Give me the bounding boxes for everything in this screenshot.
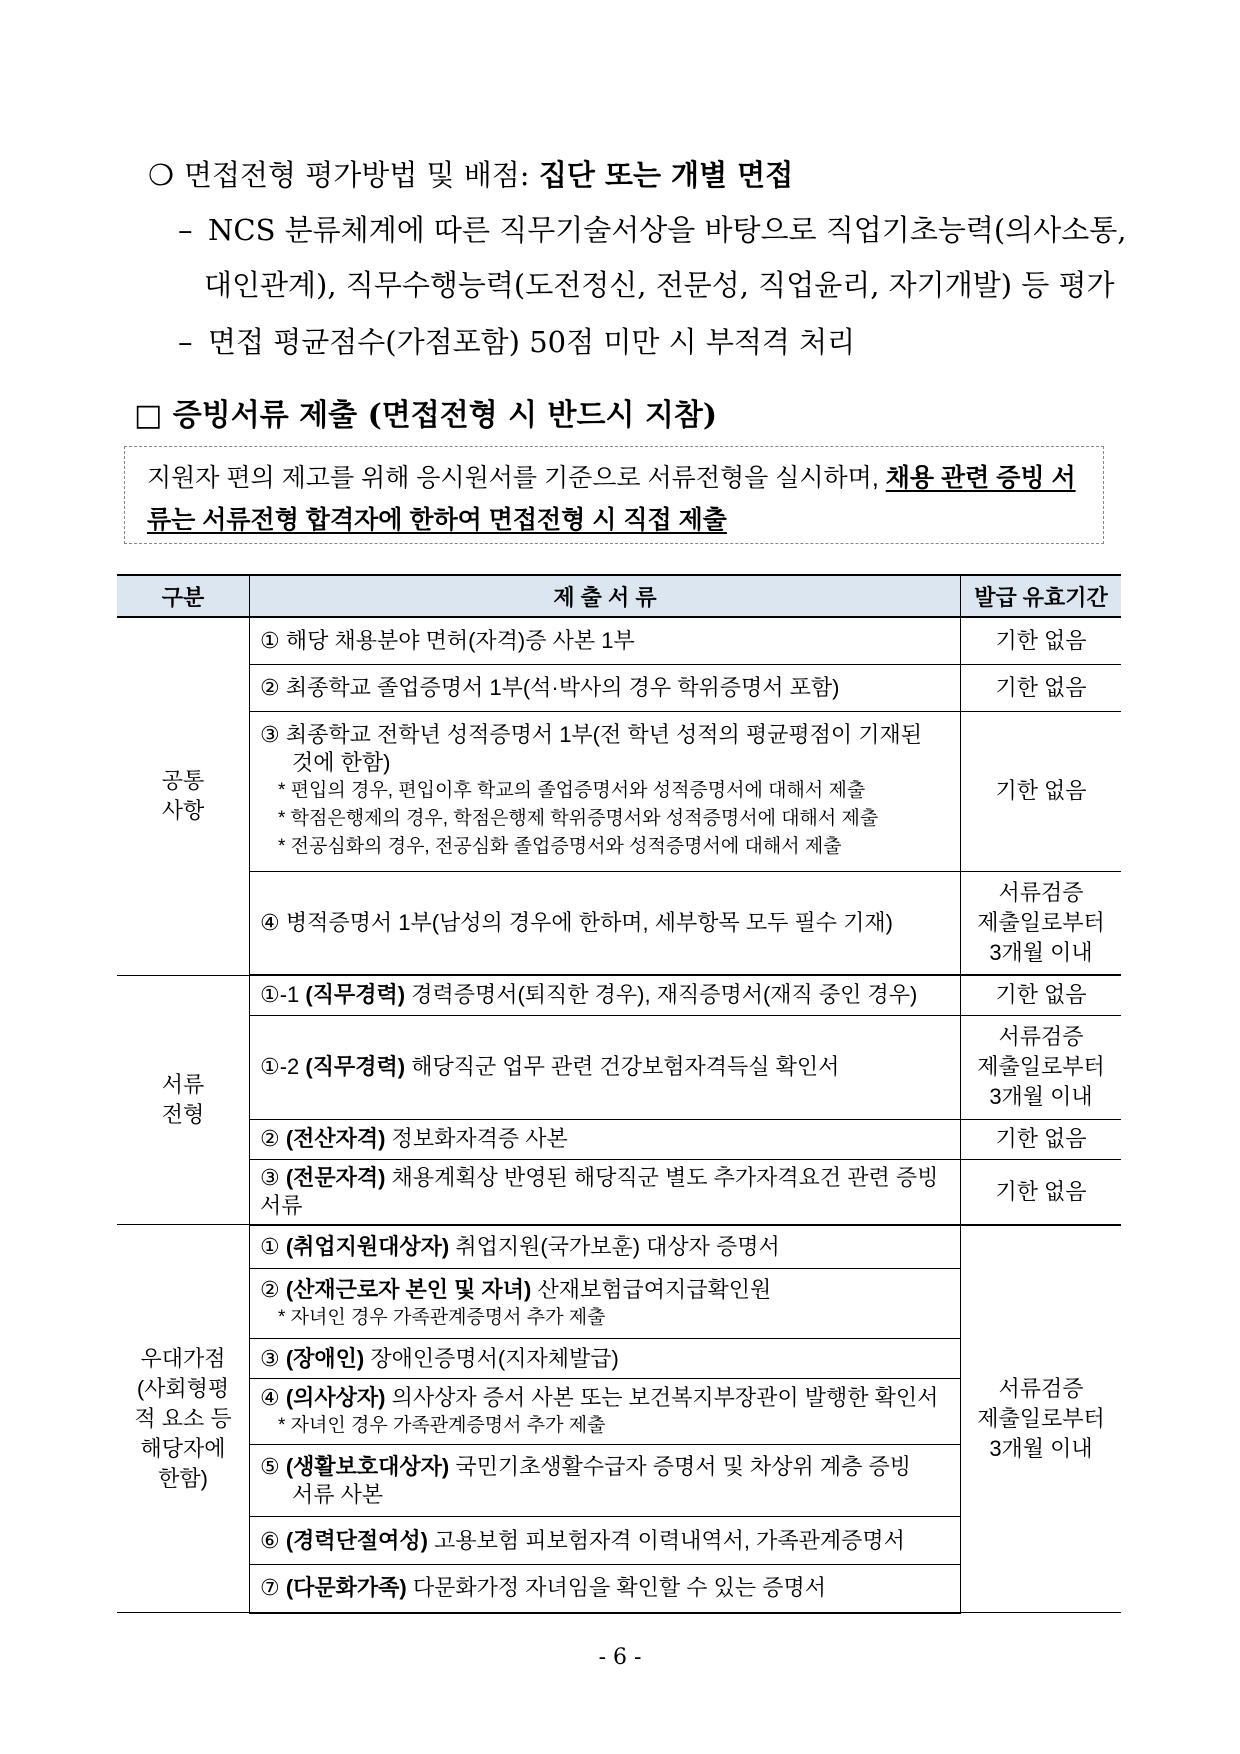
documents-table bbox=[117, 574, 1121, 1614]
common-group bbox=[117, 617, 1121, 975]
header-documents: 제 출 서 류 bbox=[250, 575, 961, 617]
table-header-row bbox=[117, 575, 1121, 617]
table-row: ② 최종학교 졸업증명서 1부(석·박사의 경우 학위증명서 포함) 기한 없음 bbox=[117, 664, 1121, 711]
table-row: ①-2 (직무경력) 해당직군 업무 관련 건강보험자격득실 확인서 서류검증 제출일로부터 3개월 이내 bbox=[117, 1015, 1121, 1119]
table-row: ④ (의사상자) 의사상자 증서 사본 또는 보건복지부장관이 발행한 확인서 * 자녀인 경우 가족관계증명서 추가 제출 bbox=[117, 1379, 1121, 1445]
category-common: 공통 사항 bbox=[117, 617, 250, 975]
notice-box: 지원자 편의 제고를 위해 응시원서를 기준으로 서류전형을 실시하며, 채용 관련 증빙 서류는 서류전형 합격자에 한하여 면접전형 시 직접 제출 bbox=[124, 446, 1104, 544]
dash-bullet-icon: – bbox=[178, 325, 193, 359]
table-row: ⑦ (다문화가족) 다문화가정 자녀임을 확인할 수 있는 증명서 bbox=[117, 1565, 1121, 1613]
table-row: ② (산재근로자 본인 및 자녀) 산재보험급여지급확인원 * 자녀인 경우 가족관계증명서 추가 제출 bbox=[117, 1269, 1121, 1339]
table-row: ③ 최종학교 전학년 성적증명서 1부(전 학년 성적의 평균평점이 기재된 것에 한함) * 편입의 경우, 편입이후 학교의 졸업증명서와 성적증명서에 대해서 제출 * 학점은행제의 경우, 학점은행제 학위증명서와 성적증명서에 대해서 제출 * 전공심화의 경우, 전공심화 졸업증명서와 성적증명서에 대해서 제출 기한 없음 bbox=[117, 711, 1121, 871]
dash-bullet-icon: – bbox=[178, 213, 193, 247]
preference-validity: 서류검증 제출일로부터 3개월 이내 bbox=[961, 1225, 1122, 1613]
section-title: □ 증빙서류 제출 (면접전형 시 반드시 지참) bbox=[134, 398, 718, 433]
table-row: 서류 전형 ①-1 (직무경력) 경력증명서(퇴직한 경우), 재직증명서(재직 중인 경우) 기한 없음 bbox=[117, 975, 1121, 1015]
interview-detail-line-1: – NCS 분류체계에 따른 직무기술서상을 바탕으로 직업기초능력(의사소통, bbox=[178, 213, 1127, 247]
category-preference: 우대가점 (사회형평 적 요소 등 해당자에 한함) bbox=[117, 1225, 250, 1613]
interview-method-line: ❍ 면접전형 평가방법 및 배점: 집단 또는 개별 면접 bbox=[148, 158, 794, 192]
table-row: 공통 사항 ① 해당 채용분야 면허(자격)증 사본 1부 기한 없음 bbox=[117, 617, 1121, 664]
table-row: ③ (장애인) 장애인증명서(지자체발급) bbox=[117, 1339, 1121, 1379]
header-validity: 발급 유효기간 bbox=[961, 575, 1122, 617]
interview-detail-line-2: 대인관계), 직무수행능력(도전정신, 전문성, 직업윤리, 자기개발) 등 평가 bbox=[204, 268, 1115, 302]
header-category: 구분 bbox=[117, 575, 250, 617]
table-row: 우대가점 (사회형평 적 요소 등 해당자에 한함) ① (취업지원대상자) 취업지원(국가보훈) 대상자 증명서 서류검증 제출일로부터 3개월 이내 bbox=[117, 1225, 1121, 1269]
table-row: ③ (전문자격) 채용계획상 반영된 해당직군 별도 추가자격요건 관련 증빙서류 기한 없음 bbox=[117, 1159, 1121, 1225]
screening-group bbox=[117, 975, 1121, 1225]
circle-bullet-icon: ❍ bbox=[148, 158, 174, 192]
square-bullet-icon: □ bbox=[134, 398, 173, 433]
table-row: ④ 병적증명서 1부(남성의 경우에 한하며, 세부항목 모두 필수 기재) 서류검증 제출일로부터 3개월 이내 bbox=[117, 871, 1121, 975]
table-row: ⑥ (경력단절여성) 고용보험 피보험자격 이력내역서, 가족관계증명서 bbox=[117, 1517, 1121, 1565]
category-screening: 서류 전형 bbox=[117, 975, 250, 1225]
page-number: - 6 - bbox=[598, 1645, 642, 1670]
table-row: ② (전산자격) 정보화자격증 사본 기한 없음 bbox=[117, 1119, 1121, 1159]
interview-score-line: – 면접 평균점수(가점포함) 50점 미만 시 부적격 처리 bbox=[178, 325, 856, 359]
preference-group bbox=[117, 1225, 1121, 1613]
table-row: ⑤ (생활보호대상자) 국민기초생활수급자 증명서 및 차상위 계층 증빙 서류 사본 bbox=[117, 1445, 1121, 1517]
